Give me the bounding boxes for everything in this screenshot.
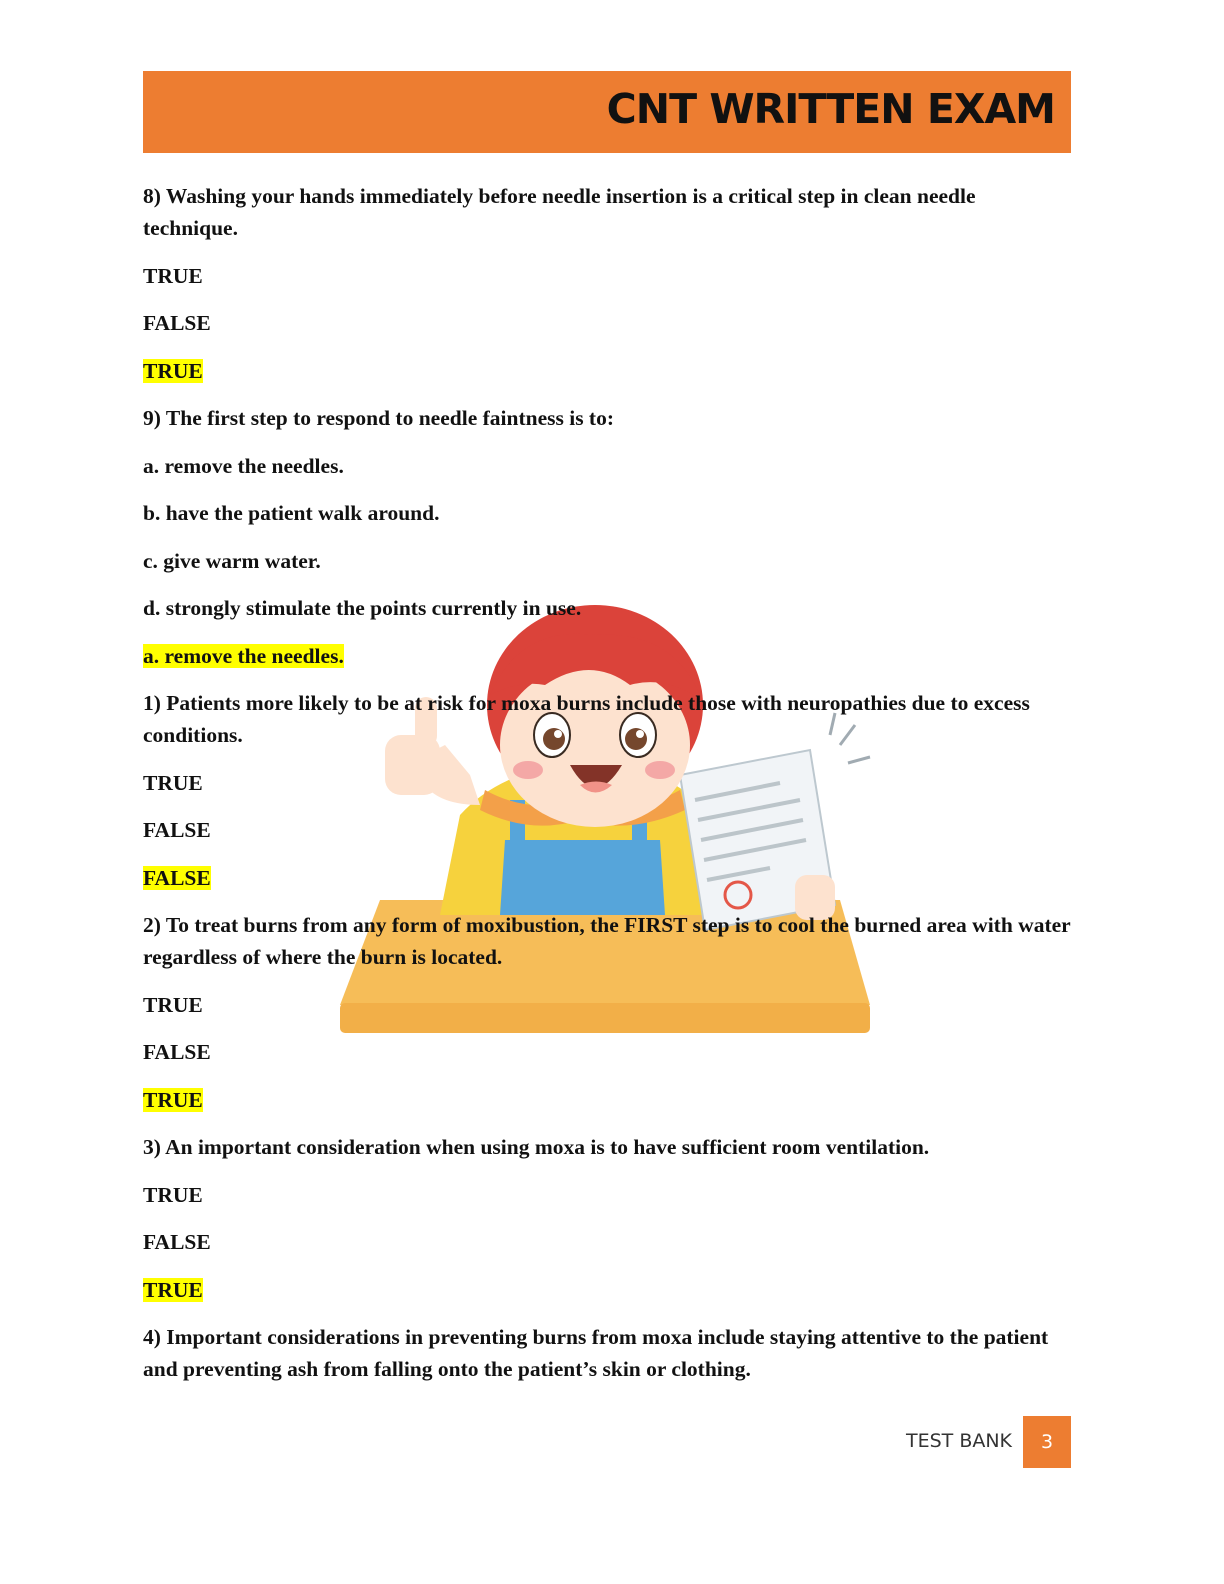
page-number: 3 xyxy=(1023,1416,1071,1468)
correct-answer xyxy=(143,862,1071,894)
highlighted-answer: TRUE xyxy=(143,1087,203,1112)
question-list xyxy=(143,180,1071,1401)
question-block xyxy=(143,687,1071,751)
answer-option: FALSE xyxy=(143,1230,211,1254)
question-block xyxy=(143,909,1071,973)
page-title: CNT WRITTEN EXAM xyxy=(606,85,1055,133)
question-block xyxy=(143,1321,1071,1385)
answer-option: FALSE xyxy=(143,1040,211,1064)
answer-option: TRUE xyxy=(143,263,203,288)
highlighted-answer: TRUE xyxy=(143,1277,203,1302)
answer-option: TRUE xyxy=(143,992,203,1017)
question-text: 8) Washing your hands immediately before needle insertion is a critical step in clean needle technique. xyxy=(143,184,976,240)
answer-option: a. remove the needles. xyxy=(143,453,344,478)
answer-option: TRUE xyxy=(143,1182,203,1207)
question-text: 4) Important considerations in preventing burns from moxa include staying attentive to the patient and preventing ash from falling onto the patient’s skin or clothing. xyxy=(143,1325,1049,1381)
highlighted-answer: a. remove the needles. xyxy=(143,643,344,668)
correct-answer xyxy=(143,1084,1071,1116)
question-text: 9) The first step to respond to needle faintness is to: xyxy=(143,406,615,430)
answer-option: d. strongly stimulate the points currently in use. xyxy=(143,596,582,620)
highlighted-answer: FALSE xyxy=(143,865,211,890)
correct-answer xyxy=(143,355,1071,387)
question-block xyxy=(143,402,1071,434)
question-text: 2) To treat burns from any form of moxibustion, the FIRST step is to cool the burned area with water regardless of where the burn is located. xyxy=(143,913,1071,969)
question-block xyxy=(143,1131,1071,1163)
answer-option: FALSE xyxy=(143,311,211,335)
question-text: 1) Patients more likely to be at risk for moxa burns include those with neuropathies due to excess conditions. xyxy=(143,691,1030,747)
correct-answer xyxy=(143,1274,1071,1306)
header-banner xyxy=(143,71,1071,153)
question-block xyxy=(143,180,1071,244)
answer-option: TRUE xyxy=(143,770,203,795)
question-text: 3) An important consideration when using moxa is to have sufficient room ventilation. xyxy=(143,1135,930,1159)
answer-option: c. give warm water. xyxy=(143,548,321,573)
correct-answer xyxy=(143,640,1071,672)
answer-option: FALSE xyxy=(143,818,211,842)
footer-label: TEST BANK xyxy=(906,1430,1013,1452)
answer-option: b. have the patient walk around. xyxy=(143,501,440,525)
highlighted-answer: TRUE xyxy=(143,358,203,383)
